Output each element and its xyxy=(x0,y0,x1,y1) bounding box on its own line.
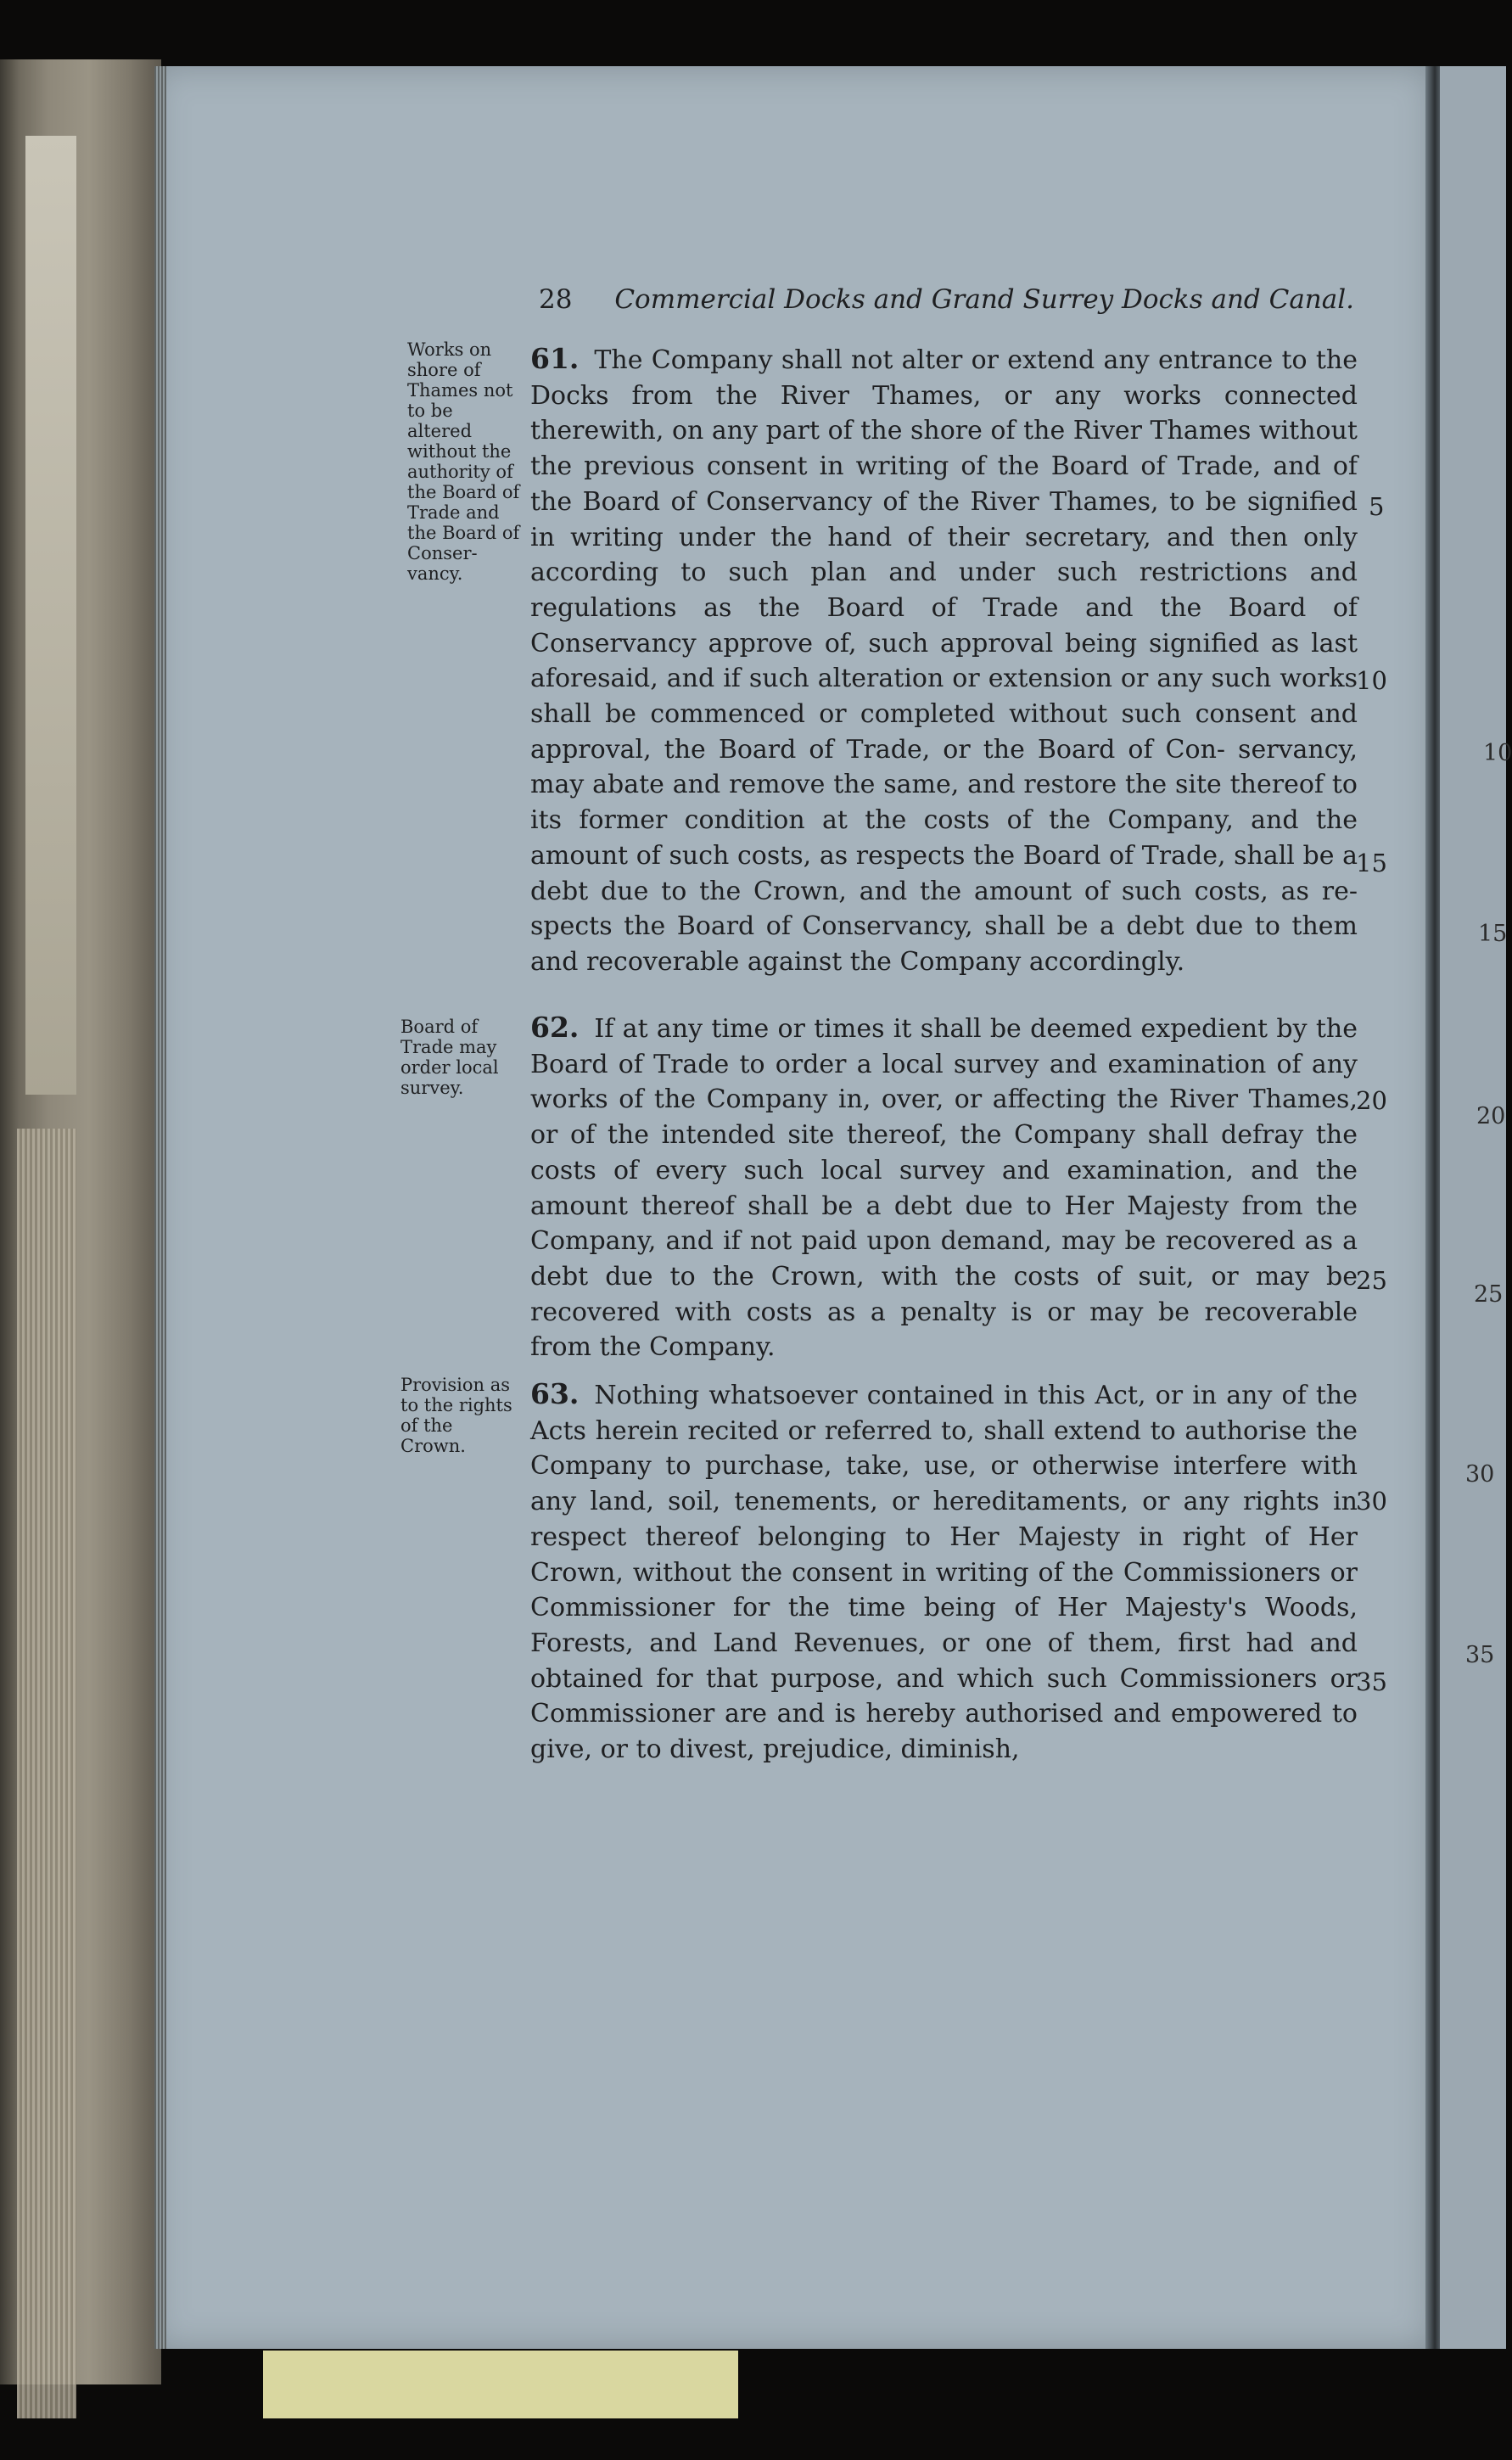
running-header xyxy=(539,284,1370,315)
line-number: 15 xyxy=(1356,849,1387,877)
line-number: 20 xyxy=(1356,1086,1387,1115)
page-number: 28 xyxy=(539,284,573,315)
line-number: 30 xyxy=(1356,1487,1387,1516)
next-page-line-number: 35 xyxy=(1465,1642,1495,1668)
line-number: 5 xyxy=(1369,492,1385,521)
next-page-line-number: 10 xyxy=(1483,740,1512,766)
line-number: 35 xyxy=(1356,1667,1387,1696)
section-text: Nothing whatsoever contained in this Act, or in any of the Acts herein recited or referred to, shall extend to authorise the Company to purchase, take, use, or otherwise interfere with any land, soil, tenements, or hereditaments, or any rights in respect thereof belonging to Her Majesty in right of Her Crown, without the consent in writing of the Commissioners or Commissioner for the time being of Her Majesty's Woods, Forests, and Land Revenues, or one of them, first had and obtained for that purpose, and which such Commissioners or Commissioner are and is hereby authorised and empowered to give, or to divest, prejudice, diminish, xyxy=(530,1381,1358,1765)
section-number: 63. xyxy=(530,1377,580,1410)
next-page-line-number: 30 xyxy=(1465,1461,1495,1488)
line-number: 10 xyxy=(1356,666,1387,695)
sidenote-62: Board of Trade may order local survey. xyxy=(400,1017,499,1098)
section-text: The Company shall not alter or extend any entrance to the Docks from the River Thames, or any works connected therewith, on any part of the shore of the River Thames without the previous consent in writing of the Board of Trade, and of the Board of Conservancy of the River Thames, to be signified in writing under the hand of their secretary, and then only according to such plan and under such restrictions and regulations as the Board of Trade and the Board of Conservancy approve of, such approval being signified as last aforesaid, and if such alteration or extension or any such works shall be commenced or completed without such consent and approval, the Board of Trade, or the Board of Con- servancy, may abate and remove the same, and restore the site thereof to its former condition at the costs of the Company, and the amount of such costs, as respects the Board of Trade, shall be a debt due to the Crown, and the amount of such costs, as re- spects the Board of Conservancy, shall be a debt due to them and recoverable against the Company accordingly. xyxy=(530,345,1358,977)
sidenote-63: Provision as to the rights of the Crown. xyxy=(400,1375,512,1456)
section-text: If at any time or times it shall be deemed expedient by the Board of Trade to order a local survey and examination of any works of the Company in, over, or affecting the River Thames, or of the intended site thereof, the Company shall defray the costs of every such local survey and examination, and the amount thereof shall be a debt due to Her Majesty from the Company, and if not paid upon demand, may be recovered as a debt due to the Crown, with the costs of suit, or may be recovered with costs as a penalty is or may be recoverable from the Company. xyxy=(530,1014,1358,1363)
next-page-line-number: 15 xyxy=(1478,921,1508,947)
page-title: Commercial Docks and Grand Surrey Docks and Canal. xyxy=(614,284,1355,315)
next-page-line-number: 20 xyxy=(1476,1103,1506,1129)
section-63 xyxy=(530,1376,1358,1768)
section-62 xyxy=(530,1010,1358,1365)
section-number: 61. xyxy=(530,342,580,375)
section-number: 62. xyxy=(530,1011,580,1044)
book-page-stack xyxy=(0,59,161,2384)
stack-page-edges xyxy=(17,1129,76,2418)
section-61 xyxy=(530,341,1358,980)
stack-paper-edge xyxy=(25,136,76,1095)
next-page xyxy=(1440,66,1506,2349)
yellow-bookmark-tab xyxy=(263,2351,738,2418)
sidenote-61: Works on shore of Thames not to be altered without the authority of the Board of Trade and the Board of Conser- vancy. xyxy=(407,339,520,584)
page-edge xyxy=(154,66,166,2349)
next-page-line-number: 25 xyxy=(1474,1281,1504,1308)
line-number: 25 xyxy=(1356,1266,1387,1295)
